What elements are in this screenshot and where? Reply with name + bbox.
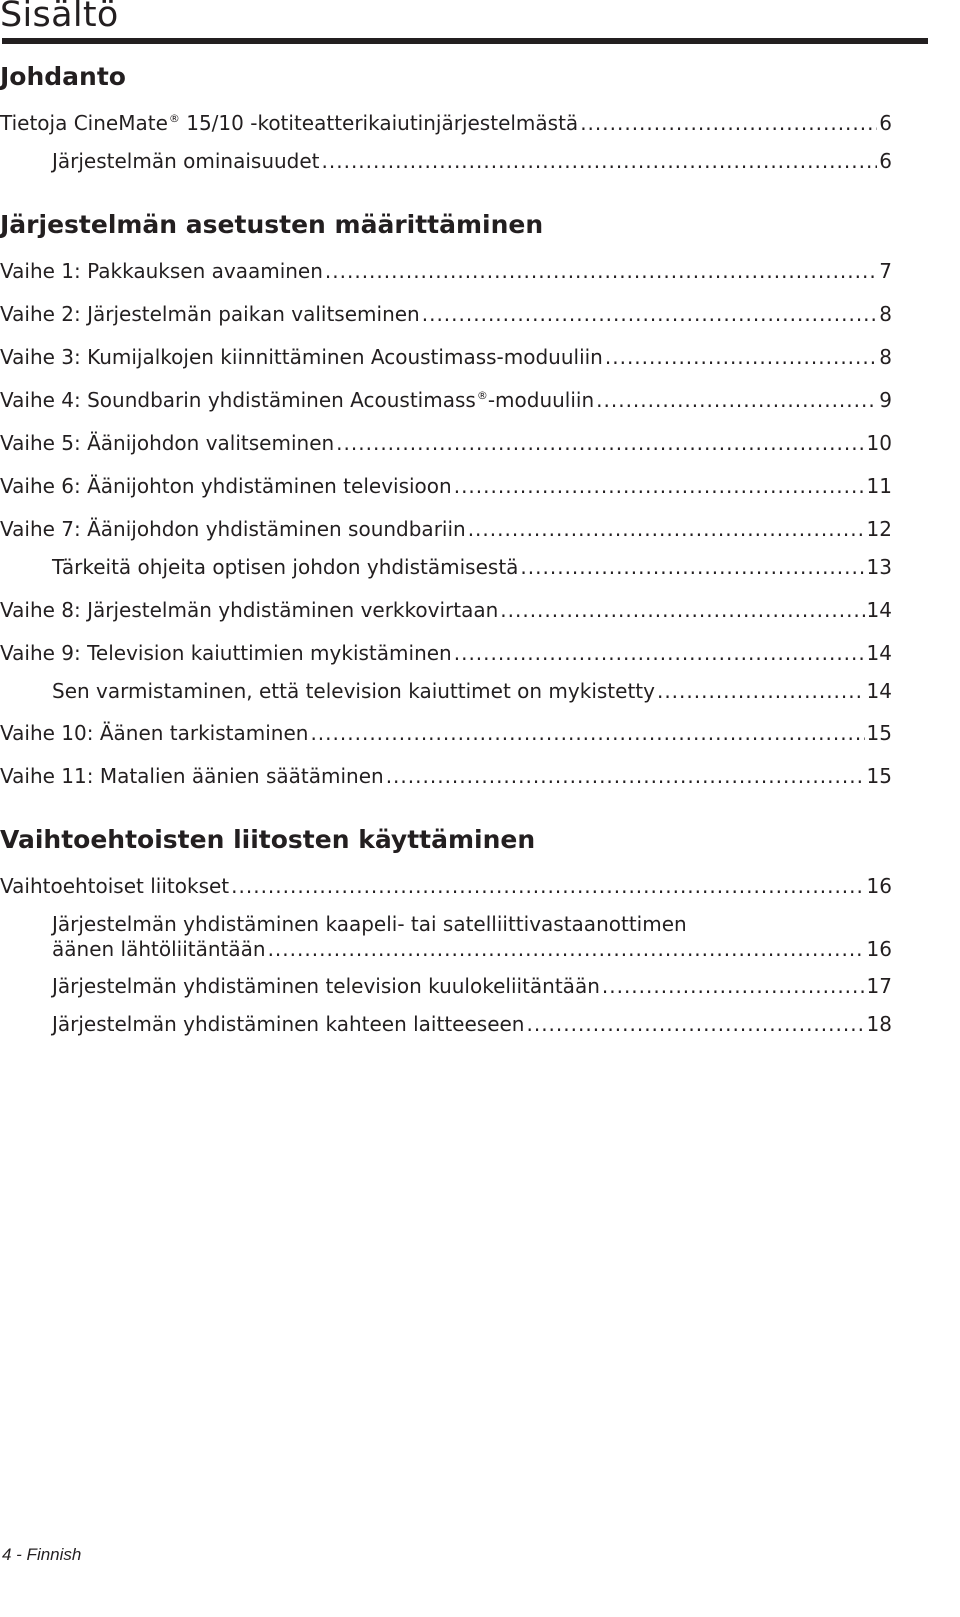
toc-entry-text: Vaihe 2: Järjestelmän paikan valitseminen	[0, 302, 420, 326]
toc-entry[interactable]	[0, 764, 892, 789]
toc-entry[interactable]	[0, 388, 892, 413]
toc-page-number: 16	[866, 937, 892, 961]
toc-page-number: 15	[866, 764, 892, 788]
dot-leader	[422, 302, 878, 327]
toc-entry[interactable]	[52, 974, 892, 999]
toc-entry-text: Vaihe 1: Pakkauksen avaaminen	[0, 259, 323, 283]
toc-page-number: 13	[866, 555, 892, 579]
toc-page-number: 17	[866, 974, 892, 998]
toc-page-number: 14	[866, 598, 892, 622]
toc-entry-text: Vaihe 3: Kumijalkojen kiinnittäminen Acoustimass-moduuliin	[0, 345, 603, 369]
dot-leader	[580, 111, 877, 136]
toc-page-number: 9	[879, 388, 892, 412]
dot-leader	[602, 974, 865, 999]
toc-entry-text: Sen varmistaminen, että television kaiuttimet on mykistetty	[52, 679, 655, 703]
toc-entry-text-continued: äänen lähtöliitäntään	[52, 937, 266, 961]
toc-entry[interactable]	[52, 149, 892, 174]
toc-entry[interactable]	[52, 1012, 892, 1037]
registered-mark: ®	[476, 389, 488, 402]
dot-leader	[336, 431, 864, 456]
toc-entry[interactable]	[0, 302, 892, 327]
dot-leader	[268, 937, 865, 962]
dot-leader	[325, 259, 877, 284]
section-heading-vaihtoehtoiset: Vaihtoehtoisten liitosten käyttäminen	[0, 825, 536, 854]
toc-entry[interactable]	[0, 111, 892, 136]
title-rule	[2, 38, 928, 44]
toc-entry[interactable]	[0, 874, 892, 899]
dot-leader	[454, 641, 865, 666]
toc-page-number: 7	[879, 259, 892, 283]
dot-leader	[468, 517, 865, 542]
toc-entry[interactable]	[0, 431, 892, 456]
dot-leader	[596, 388, 877, 413]
toc-entry-text: Järjestelmän ominaisuudet	[52, 149, 320, 173]
page-title: Sisältö	[0, 0, 119, 35]
dot-leader	[605, 345, 877, 370]
dot-leader	[231, 874, 864, 899]
toc-page-number: 16	[866, 874, 892, 898]
registered-mark: ®	[168, 112, 180, 125]
section-heading-asetukset: Järjestelmän asetusten määrittäminen	[0, 210, 544, 239]
dot-leader	[454, 474, 865, 499]
toc-entry[interactable]	[0, 517, 892, 542]
toc-entry[interactable]	[52, 679, 892, 704]
dot-leader	[310, 721, 864, 746]
toc-entry-text: Vaihe 10: Äänen tarkistaminen	[0, 721, 309, 745]
toc-entry[interactable]	[52, 555, 892, 580]
toc-page-number: 14	[866, 641, 892, 665]
toc-entry-text: Vaihe 6: Äänijohton yhdistäminen televisioon	[0, 474, 452, 498]
dot-leader	[520, 555, 864, 580]
toc-entry[interactable]	[0, 598, 892, 623]
toc-entry-text: Tietoja CineMate® 15/10 -kotiteatterikaiutinjärjestelmästä	[0, 111, 579, 135]
toc-entry-text: Järjestelmän yhdistäminen television kuulokeliitäntään	[52, 974, 600, 998]
toc-entry[interactable]	[0, 721, 892, 746]
dot-leader	[657, 679, 865, 704]
toc-page-number: 15	[866, 721, 892, 745]
toc-page-number: 12	[866, 517, 892, 541]
toc-page-number: 18	[866, 1012, 892, 1036]
toc-entry-text: Vaihe 5: Äänijohdon valitseminen	[0, 431, 335, 455]
toc-page-number: 6	[879, 111, 892, 135]
toc-page-number: 11	[866, 474, 892, 498]
toc-entry[interactable]	[0, 259, 892, 284]
toc-entry[interactable]	[52, 912, 892, 962]
page-footer: 4 - Finnish	[2, 1545, 82, 1564]
toc-entry-text: Vaihe 7: Äänijohdon yhdistäminen soundbariin	[0, 517, 466, 541]
toc-entry-text: Järjestelmän yhdistäminen kahteen laitteeseen	[52, 1012, 525, 1036]
dot-leader	[526, 1012, 864, 1037]
toc-entry-text: Vaihe 9: Television kaiuttimien mykistäminen	[0, 641, 452, 665]
toc-page-number: 14	[866, 679, 892, 703]
toc-entry-text: Vaihe 11: Matalien äänien säätäminen	[0, 764, 384, 788]
toc-entry[interactable]	[0, 474, 892, 499]
toc-entry-text: Vaihe 8: Järjestelmän yhdistäminen verkkovirtaan	[0, 598, 499, 622]
toc-page-number: 8	[879, 345, 892, 369]
toc-entry[interactable]	[0, 345, 892, 370]
toc-page-number: 10	[866, 431, 892, 455]
section-heading-johdanto: Johdanto	[0, 62, 126, 91]
toc-entry[interactable]	[0, 641, 892, 666]
dot-leader	[500, 598, 864, 623]
toc-entry-text: Tärkeitä ohjeita optisen johdon yhdistämisestä	[52, 555, 519, 579]
dot-leader	[322, 149, 878, 174]
toc-entry-text: Vaihtoehtoiset liitokset	[0, 874, 230, 898]
toc-page-number: 6	[879, 149, 892, 173]
toc-entry-text: Järjestelmän yhdistäminen kaapeli- tai satelliittivastaanottimen	[52, 912, 687, 936]
toc-entry-text: Vaihe 4: Soundbarin yhdistäminen Acoustimass®-moduuliin	[0, 388, 595, 412]
dot-leader	[386, 764, 865, 789]
toc-page-number: 8	[879, 302, 892, 326]
